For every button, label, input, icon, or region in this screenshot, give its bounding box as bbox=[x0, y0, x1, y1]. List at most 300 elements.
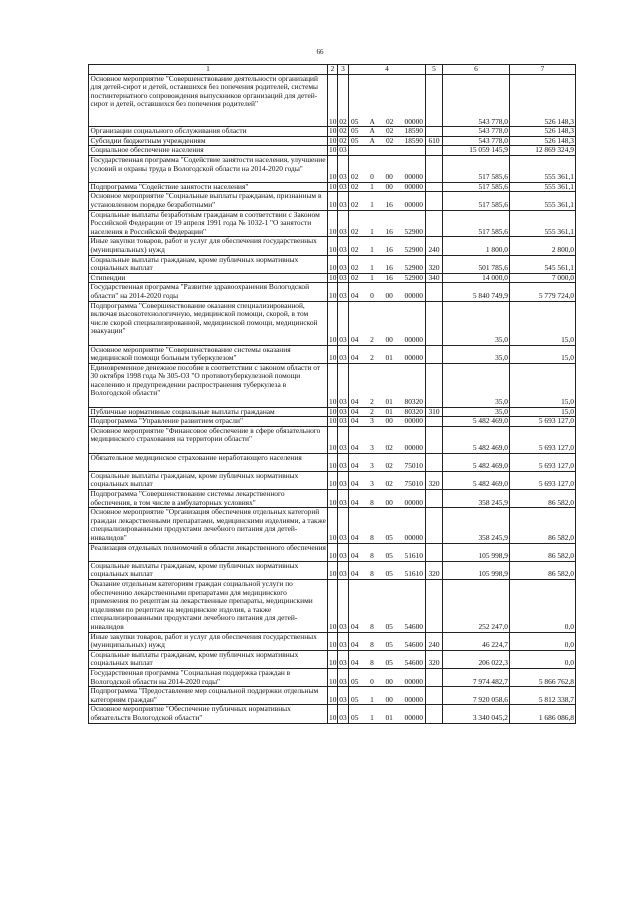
subsection-code-cell: 03 bbox=[338, 255, 349, 273]
code-part: 04 bbox=[351, 397, 359, 407]
target-article-code bbox=[350, 623, 424, 632]
header-cell: 4 bbox=[349, 65, 426, 75]
table-row bbox=[89, 650, 576, 668]
subsection-code-cell: 03 bbox=[338, 471, 349, 489]
code-part: 05 bbox=[351, 116, 359, 126]
subsection-code-cell: 03 bbox=[338, 632, 349, 650]
subsection-code-cell: 03 bbox=[339, 182, 347, 191]
amount-year2-cell: 15,0 bbox=[510, 345, 576, 363]
target-article-code bbox=[350, 570, 424, 579]
code-part: 1 bbox=[370, 199, 374, 209]
section-code-cell: 10 bbox=[329, 182, 337, 191]
section-code-cell: 10 bbox=[328, 363, 338, 407]
section-code-cell: 10 bbox=[328, 283, 338, 301]
table-row bbox=[89, 182, 576, 192]
expense-type-cell: 340 bbox=[426, 273, 443, 283]
code-part: 2 bbox=[370, 397, 374, 407]
code-part: 00000 bbox=[404, 676, 423, 686]
code-part: 04 bbox=[351, 461, 359, 471]
expense-type-cell: 240 bbox=[426, 237, 443, 255]
expense-type-cell bbox=[426, 687, 443, 705]
section-code-cell: 10 bbox=[328, 580, 338, 633]
table-row bbox=[89, 345, 576, 363]
code-part: 05 bbox=[351, 676, 359, 686]
amount-year1-cell: 501 785,6 bbox=[443, 255, 510, 273]
table-row bbox=[89, 426, 576, 453]
code-part: 00000 bbox=[404, 533, 423, 543]
code-part: 00000 bbox=[404, 116, 423, 126]
table-row bbox=[89, 74, 576, 127]
table-row bbox=[89, 508, 576, 543]
code-part: 1 bbox=[370, 694, 374, 704]
subsection-code-cell: 03 bbox=[338, 210, 349, 237]
target-article-cell bbox=[349, 192, 426, 210]
target-article-code bbox=[350, 354, 424, 363]
code-part: 02 bbox=[351, 273, 359, 282]
subsection-code-cell: 03 bbox=[338, 192, 349, 210]
section-code-cell: 10 bbox=[328, 508, 338, 543]
table-row bbox=[89, 471, 576, 489]
expense-type-cell: 320 bbox=[426, 650, 443, 668]
code-part: 04 bbox=[351, 416, 359, 426]
code-part: 04 bbox=[351, 622, 359, 631]
code-part: 8 bbox=[370, 622, 374, 631]
amount-year1-cell: 358 245,9 bbox=[443, 508, 510, 543]
table-row bbox=[89, 363, 576, 407]
code-part: 54600 bbox=[404, 622, 423, 631]
code-part: 52900 bbox=[404, 226, 423, 236]
code-part: 05 bbox=[351, 712, 359, 722]
table-header-row bbox=[89, 65, 576, 75]
amount-year2-cell: 0,0 bbox=[510, 580, 576, 633]
row-name-cell: Подпрограмма "Совершенствование оказания специализированной, включая высокотехнологичную, медицинской помощи, скорой, в том числе скорой специализированной, медицинской помощи, медицинской эвакуации" bbox=[89, 301, 328, 345]
expense-type-cell: 610 bbox=[426, 136, 443, 146]
header-cell: 6 bbox=[443, 65, 510, 75]
expense-type-cell bbox=[426, 74, 443, 127]
code-part: 3 bbox=[370, 461, 374, 471]
code-part: 00 bbox=[385, 290, 393, 300]
row-name-cell: Стипендии bbox=[89, 273, 328, 283]
table-row bbox=[89, 632, 576, 650]
target-article-code bbox=[350, 714, 424, 723]
code-part: 1 bbox=[370, 712, 374, 722]
code-part: 05 bbox=[351, 126, 359, 136]
target-article-code bbox=[350, 417, 424, 426]
code-part: 18590 bbox=[404, 136, 423, 145]
code-part: 00 bbox=[385, 676, 393, 686]
code-part: 04 bbox=[351, 443, 359, 453]
target-article-code bbox=[350, 274, 424, 283]
section-code-cell: 10 bbox=[328, 192, 338, 210]
target-article-code bbox=[350, 201, 424, 210]
amount-year1-cell: 7 974 482,7 bbox=[443, 668, 510, 686]
expense-type-cell bbox=[426, 490, 443, 508]
code-part: 01 bbox=[385, 353, 393, 363]
code-part: 8 bbox=[370, 497, 374, 507]
amount-year1-cell: 14 000,0 bbox=[443, 273, 510, 283]
code-part: 51610 bbox=[404, 569, 423, 579]
code-part: 00000 bbox=[404, 172, 423, 182]
code-part: 00000 bbox=[404, 694, 423, 704]
amount-year2-cell: 555 361,1 bbox=[510, 210, 576, 237]
row-name-cell: Иные закупки товаров, работ и услуг для обеспечения государственных (муниципальных) нужд bbox=[89, 632, 328, 650]
amount-year2-cell: 5 866 762,8 bbox=[510, 668, 576, 686]
table-row bbox=[89, 543, 576, 561]
code-part: 3 bbox=[370, 443, 374, 453]
amount-year2-cell: 86 582,0 bbox=[510, 508, 576, 543]
code-part: 16 bbox=[385, 226, 393, 236]
amount-year1-cell: 517 585,6 bbox=[443, 210, 510, 237]
code-part: 05 bbox=[385, 569, 393, 579]
code-part: 04 bbox=[351, 497, 359, 507]
target-article-code bbox=[350, 398, 424, 407]
page-number: 66 bbox=[316, 48, 324, 56]
section-code-cell: 10 bbox=[328, 650, 338, 668]
expense-type-cell: 310 bbox=[426, 407, 443, 417]
section-code-cell: 10 bbox=[328, 345, 338, 363]
amount-year2-cell: 545 561,1 bbox=[510, 255, 576, 273]
row-name-cell: Подпрограмма "Предоставление мер социальной поддержки отдельным категориям граждан" bbox=[89, 687, 328, 705]
section-code-cell: 10 bbox=[328, 687, 338, 705]
code-part: 02 bbox=[351, 244, 359, 254]
section-code-cell: 10 bbox=[329, 407, 337, 416]
code-part: 00 bbox=[385, 334, 393, 344]
row-name-cell: Оказание отдельным категориям граждан социальной услуги по обеспечению лекарственными препаратами для медицинского применения по рецептам на лекарственные препараты, медицинскими изделиями по рецептам на медицинские изделия, а также специализированными продуктами лечебного питания для детей-инвалидов bbox=[89, 580, 328, 633]
table-row bbox=[89, 273, 576, 283]
code-part: 16 bbox=[385, 244, 393, 254]
code-part: 18590 bbox=[404, 126, 423, 136]
section-code-cell: 10 bbox=[329, 416, 337, 426]
subsection-code-cell: 03 bbox=[338, 426, 349, 453]
table-row bbox=[89, 155, 576, 182]
target-article-cell bbox=[349, 283, 426, 301]
amount-year1-cell: 105 998,9 bbox=[443, 561, 510, 579]
amount-year1-cell: 5 482 469,0 bbox=[443, 417, 510, 427]
code-part: 3 bbox=[370, 479, 374, 489]
code-part: 0 bbox=[370, 676, 374, 686]
expense-type-cell bbox=[426, 668, 443, 686]
expense-type-cell: 240 bbox=[426, 632, 443, 650]
amount-year1-cell: 35,0 bbox=[443, 363, 510, 407]
target-article-cell bbox=[349, 687, 426, 705]
code-part: 8 bbox=[370, 640, 374, 650]
amount-year2-cell: 15,0 bbox=[510, 407, 576, 417]
row-name-cell: Основное мероприятие "Совершенствование деятельности организаций для детей-сирот и детей, оставшихся без попечения родителей, системы постинтернатного сопровождения выпускников организаций для детей-сирот и детей, оставшихся без попечения родителей" bbox=[89, 74, 328, 127]
row-name-cell: Публичные нормативные социальные выплаты гражданам bbox=[89, 407, 328, 417]
subsection-code-cell: 03 bbox=[338, 453, 349, 471]
section-code-cell: 10 bbox=[328, 210, 338, 237]
code-part: 04 bbox=[351, 640, 359, 650]
code-part: 16 bbox=[385, 199, 393, 209]
subsection-code-cell: 03 bbox=[339, 273, 347, 282]
expense-type-cell bbox=[426, 363, 443, 407]
amount-year1-cell: 1 800,0 bbox=[443, 237, 510, 255]
section-code-cell: 10 bbox=[328, 74, 338, 127]
amount-year2-cell: 555 361,1 bbox=[510, 182, 576, 192]
amount-year1-cell: 5 482 469,0 bbox=[443, 453, 510, 471]
code-part: 80320 bbox=[404, 407, 423, 416]
table-row bbox=[89, 127, 576, 137]
target-article-cell bbox=[349, 668, 426, 686]
target-article-code bbox=[350, 127, 424, 136]
code-part: А bbox=[369, 126, 375, 136]
row-name-cell: Подпрограмма "Содействие занятости населения" bbox=[89, 182, 328, 192]
amount-year2-cell: 5 812 338,7 bbox=[510, 687, 576, 705]
section-code-cell: 10 bbox=[328, 705, 338, 723]
amount-year1-cell: 358 245,9 bbox=[443, 490, 510, 508]
amount-year1-cell: 15 059 145,9 bbox=[443, 146, 510, 156]
code-part: 00 bbox=[385, 182, 393, 191]
code-part: 1 bbox=[370, 226, 374, 236]
table-row bbox=[89, 136, 576, 146]
expense-type-cell bbox=[426, 210, 443, 237]
table-row bbox=[89, 561, 576, 579]
subsection-code-cell: 03 bbox=[338, 155, 349, 182]
code-part: 1 bbox=[370, 273, 374, 282]
section-code-cell: 10 bbox=[329, 145, 337, 155]
subsection-code-cell: 03 bbox=[339, 407, 347, 416]
code-part: 54600 bbox=[404, 658, 423, 668]
code-part: 02 bbox=[385, 136, 394, 145]
target-article-code bbox=[350, 641, 424, 650]
section-code-cell: 10 bbox=[328, 561, 338, 579]
code-part: 02 bbox=[385, 479, 393, 489]
row-name-cell: Социальные выплаты гражданам, кроме публичных нормативных социальных выплат bbox=[89, 650, 328, 668]
target-article-cell bbox=[349, 255, 426, 273]
target-article-code bbox=[350, 228, 424, 237]
row-name-cell: Подпрограмма "Управление развитием отрасли" bbox=[89, 417, 328, 427]
code-part: 52900 bbox=[404, 263, 423, 273]
amount-year2-cell: 5 693 127,0 bbox=[510, 471, 576, 489]
row-name-cell: Социальное обеспечение населения bbox=[89, 146, 328, 156]
code-part: 0 bbox=[370, 290, 374, 300]
amount-year1-cell: 517 585,6 bbox=[443, 192, 510, 210]
row-name-cell: Единовременное денежное пособие в соответствии с законом области от 30 октября 1998 года № 305-ОЗ "О противотуберкулезной помощи населению и предупреждении распространения туберкулеза в Вологодской области" bbox=[89, 363, 328, 407]
target-article-cell bbox=[349, 471, 426, 489]
amount-year2-cell: 0,0 bbox=[510, 650, 576, 668]
table-row bbox=[89, 210, 576, 237]
amount-year2-cell: 526 148,3 bbox=[510, 127, 576, 137]
target-article-cell bbox=[349, 426, 426, 453]
code-part: А bbox=[369, 136, 375, 145]
code-part: 02 bbox=[385, 443, 393, 453]
table-row bbox=[89, 417, 576, 427]
amount-year1-cell: 105 998,9 bbox=[443, 543, 510, 561]
code-part: 75010 bbox=[404, 461, 423, 471]
amount-year1-cell: 7 920 058,6 bbox=[443, 687, 510, 705]
code-part: 8 bbox=[370, 533, 374, 543]
amount-year2-cell: 7 000,0 bbox=[510, 273, 576, 283]
code-part: 8 bbox=[370, 658, 374, 668]
subsection-code-cell: 02 bbox=[338, 74, 349, 127]
expense-type-cell bbox=[426, 543, 443, 561]
code-part: 00 bbox=[385, 497, 393, 507]
target-article-cell bbox=[349, 417, 426, 427]
code-part: 02 bbox=[385, 126, 394, 136]
subsection-code-cell: 03 bbox=[338, 668, 349, 686]
header-cell: 1 bbox=[89, 65, 328, 75]
code-part: 00 bbox=[385, 694, 393, 704]
code-part: 8 bbox=[370, 551, 374, 561]
amount-year1-cell: 5 840 749,9 bbox=[443, 283, 510, 301]
target-article-cell bbox=[349, 650, 426, 668]
amount-year1-cell: 517 585,6 bbox=[443, 155, 510, 182]
section-code-cell: 10 bbox=[328, 632, 338, 650]
amount-year2-cell: 15,0 bbox=[510, 363, 576, 407]
code-part: 04 bbox=[351, 551, 359, 561]
section-code-cell: 10 bbox=[328, 155, 338, 182]
target-article-cell bbox=[349, 146, 426, 156]
section-code-cell: 10 bbox=[329, 273, 337, 282]
target-article-code bbox=[350, 696, 424, 705]
header-cell: 7 bbox=[510, 65, 576, 75]
expense-type-cell bbox=[426, 182, 443, 192]
amount-year2-cell: 86 582,0 bbox=[510, 490, 576, 508]
code-part: 00000 bbox=[404, 416, 423, 426]
amount-year1-cell: 206 022,3 bbox=[443, 650, 510, 668]
section-code-cell: 10 bbox=[328, 490, 338, 508]
section-code-cell: 10 bbox=[328, 426, 338, 453]
code-part: 00000 bbox=[404, 290, 423, 300]
table-row bbox=[89, 453, 576, 471]
target-article-cell bbox=[349, 301, 426, 345]
table-row bbox=[89, 237, 576, 255]
code-part: 00000 bbox=[404, 182, 423, 191]
code-part: 02 bbox=[351, 199, 359, 209]
target-article-code bbox=[350, 480, 424, 489]
expense-type-cell bbox=[426, 155, 443, 182]
target-article-cell bbox=[349, 407, 426, 417]
table-row bbox=[89, 283, 576, 301]
subsection-code-cell: 02 bbox=[339, 126, 347, 136]
row-name-cell: Государственная программа "Социальная поддержка граждан в Вологодской области на 2014-2020 годы" bbox=[89, 668, 328, 686]
amount-year2-cell: 86 582,0 bbox=[510, 543, 576, 561]
code-part: 04 bbox=[351, 353, 359, 363]
amount-year2-cell: 5 779 724,0 bbox=[510, 283, 576, 301]
expense-type-cell: 320 bbox=[426, 255, 443, 273]
code-part: 00000 bbox=[404, 443, 423, 453]
section-code-cell: 10 bbox=[328, 301, 338, 345]
amount-year2-cell: 2 800,0 bbox=[510, 237, 576, 255]
code-part: 00000 bbox=[404, 712, 423, 722]
target-article-cell bbox=[349, 580, 426, 633]
target-article-cell bbox=[349, 136, 426, 146]
row-name-cell: Реализация отдельных полномочий в области лекарственного обеспечения bbox=[89, 543, 328, 561]
subsection-code-cell: 03 bbox=[338, 687, 349, 705]
code-part: 16 bbox=[385, 273, 393, 282]
amount-year1-cell: 543 778,0 bbox=[443, 127, 510, 137]
table-row bbox=[89, 146, 576, 156]
section-code-cell: 10 bbox=[329, 136, 337, 145]
expense-type-cell bbox=[426, 453, 443, 471]
table-row bbox=[89, 705, 576, 723]
amount-year2-cell: 5 693 127,0 bbox=[510, 453, 576, 471]
code-part: 51610 bbox=[404, 551, 423, 561]
table-row bbox=[89, 301, 576, 345]
target-article-cell bbox=[349, 453, 426, 471]
target-article-cell bbox=[349, 508, 426, 543]
code-part: 02 bbox=[351, 182, 359, 191]
target-article-cell bbox=[349, 273, 426, 283]
target-article-code bbox=[350, 336, 424, 345]
target-article-code bbox=[350, 173, 424, 182]
section-code-cell: 10 bbox=[328, 453, 338, 471]
target-article-cell bbox=[349, 182, 426, 192]
amount-year2-cell: 526 148,3 bbox=[510, 136, 576, 146]
code-part: 01 bbox=[385, 407, 393, 416]
code-part: 3 bbox=[370, 416, 374, 426]
code-part: 52900 bbox=[404, 273, 423, 282]
expense-type-cell bbox=[426, 127, 443, 137]
subsection-code-cell: 03 bbox=[339, 416, 347, 426]
code-part: 05 bbox=[385, 658, 393, 668]
row-name-cell: Основное мероприятие "Обеспечение публичных нормативных обязательств Вологодской области" bbox=[89, 705, 328, 723]
code-part: 00 bbox=[385, 416, 393, 426]
amount-year1-cell: 543 778,0 bbox=[443, 74, 510, 127]
code-part: 00000 bbox=[404, 353, 423, 363]
subsection-code-cell: 03 bbox=[339, 145, 347, 155]
target-article-cell bbox=[349, 155, 426, 182]
target-article-cell bbox=[349, 543, 426, 561]
target-article-code bbox=[350, 264, 424, 273]
target-article-code bbox=[350, 292, 424, 301]
expense-type-cell bbox=[426, 345, 443, 363]
amount-year2-cell: 5 693 127,0 bbox=[510, 417, 576, 427]
row-name-cell: Государственная программа "Развитие здравоохранения Вологодской области" на 2014-2020 годы bbox=[89, 283, 328, 301]
amount-year2-cell: 15,0 bbox=[510, 301, 576, 345]
code-part: 05 bbox=[385, 533, 393, 543]
table-row bbox=[89, 490, 576, 508]
code-part: 02 bbox=[351, 226, 359, 236]
table-row bbox=[89, 668, 576, 686]
subsection-code-cell: 03 bbox=[338, 363, 349, 407]
amount-year1-cell: 517 585,6 bbox=[443, 182, 510, 192]
code-part: 02 bbox=[385, 116, 394, 126]
code-part: 04 bbox=[351, 479, 359, 489]
target-article-code bbox=[350, 534, 424, 543]
target-article-cell bbox=[349, 490, 426, 508]
code-part: 05 bbox=[385, 622, 393, 631]
target-article-cell bbox=[349, 74, 426, 127]
row-name-cell: Основное мероприятие "Совершенствование системы оказания медицинской помощи больным туберкулезом" bbox=[89, 345, 328, 363]
expense-type-cell bbox=[426, 705, 443, 723]
target-article-cell bbox=[349, 127, 426, 137]
expense-type-cell bbox=[426, 508, 443, 543]
target-article-cell bbox=[349, 632, 426, 650]
row-name-cell: Социальные выплаты гражданам, кроме публичных нормативных социальных выплат bbox=[89, 471, 328, 489]
amount-year2-cell: 0,0 bbox=[510, 632, 576, 650]
row-name-cell: Социальные выплаты гражданам, кроме публичных нормативных социальных выплат bbox=[89, 255, 328, 273]
code-part: 04 bbox=[351, 290, 359, 300]
amount-year2-cell: 1 686 086,8 bbox=[510, 705, 576, 723]
section-code-cell: 10 bbox=[328, 471, 338, 489]
code-part: 00000 bbox=[404, 497, 423, 507]
header-cell: 3 bbox=[338, 65, 349, 75]
expense-type-cell: 320 bbox=[426, 561, 443, 579]
subsection-code-cell: 03 bbox=[338, 561, 349, 579]
target-article-cell bbox=[349, 345, 426, 363]
code-part: 8 bbox=[370, 569, 374, 579]
subsection-code-cell: 02 bbox=[339, 136, 347, 145]
subsection-code-cell: 03 bbox=[338, 705, 349, 723]
target-article-code bbox=[350, 408, 424, 417]
amount-year1-cell: 35,0 bbox=[443, 345, 510, 363]
amount-year2-cell: 12 869 324,9 bbox=[510, 146, 576, 156]
section-code-cell: 10 bbox=[328, 255, 338, 273]
row-name-cell: Обязательное медицинское страхование неработающего населения bbox=[89, 453, 328, 471]
code-part: 00 bbox=[385, 172, 393, 182]
code-part: 04 bbox=[351, 334, 359, 344]
